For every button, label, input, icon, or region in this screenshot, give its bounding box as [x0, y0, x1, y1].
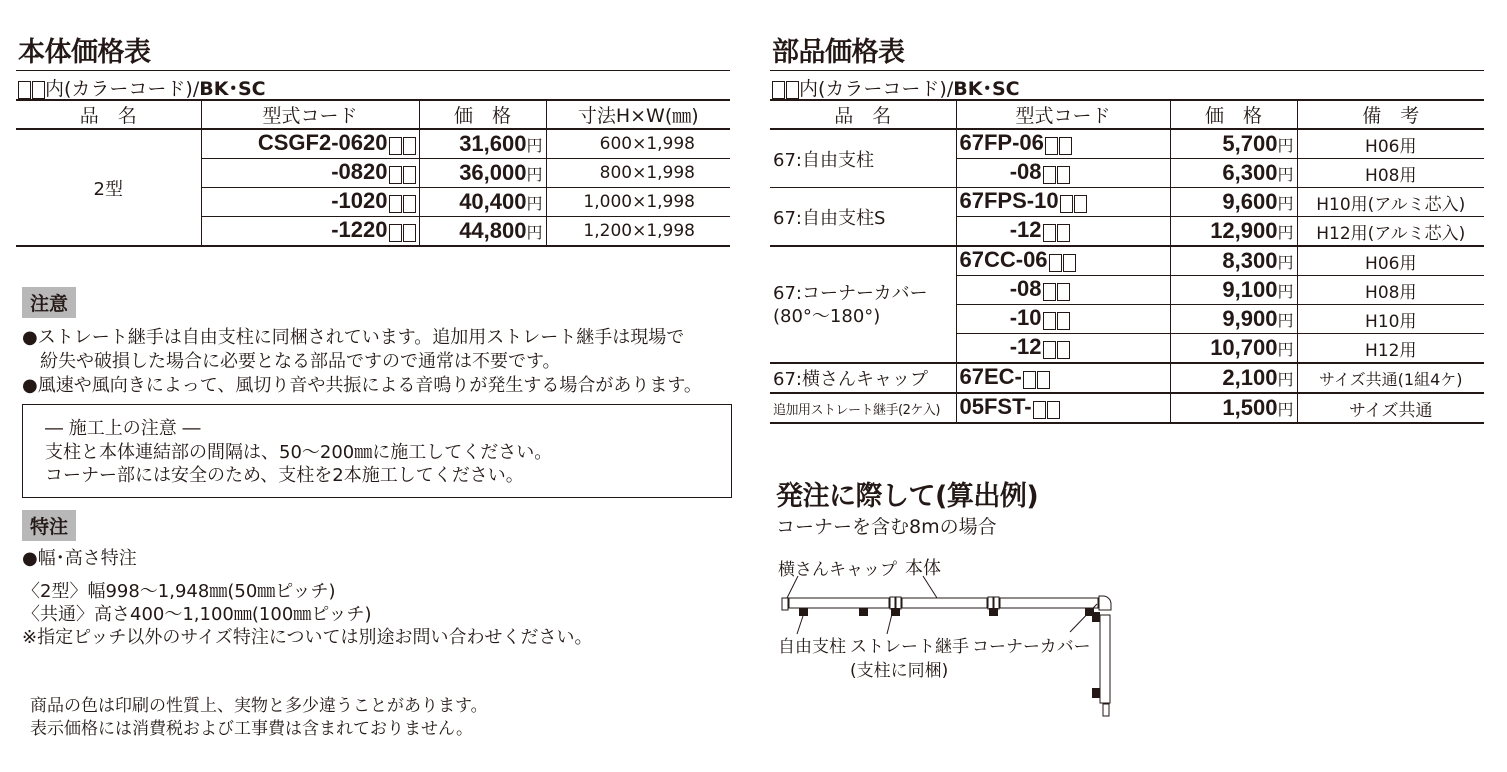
model-code: 67FPS-10: [959, 188, 1059, 214]
main-price-table-title: 本体価格表: [18, 37, 151, 68]
price-cell: [1170, 129, 1297, 159]
divider: [770, 70, 1484, 71]
price-unit: 円: [1277, 402, 1294, 419]
end-cap-shape: [782, 598, 788, 610]
parts-price-table-title: 部品価格表: [772, 37, 905, 68]
model-code: -08: [1009, 159, 1042, 185]
table-row: [770, 393, 1484, 423]
part-name-cell: 67:横さんキャップ: [773, 369, 928, 390]
price-value: 9,600: [1222, 189, 1278, 214]
price-cell: [419, 188, 546, 217]
part-name-cell: 追加用ストレート継手(2ケ入): [773, 402, 940, 418]
free-post-shape: [989, 608, 998, 616]
table-row: [770, 246, 1484, 276]
parts-price-table: [770, 99, 1484, 424]
main-price-table: [16, 99, 730, 247]
price-value: 5,700: [1222, 131, 1278, 156]
price-value: 40,400: [459, 189, 527, 214]
model-code: -12: [1009, 217, 1042, 243]
label-fence-body: 本体: [905, 558, 941, 579]
label-straight-joint: ストレート継手: [850, 637, 969, 657]
model-code: -12: [1009, 334, 1042, 360]
color-code-prefix: 内(カラーコード)/: [45, 78, 200, 100]
divider: [16, 70, 730, 71]
price-value: 31,600: [459, 131, 527, 156]
price-value: 1,500: [1222, 395, 1278, 420]
caution-label: 注意: [22, 287, 76, 318]
model-code-cell: [201, 188, 419, 217]
free-post-shape: [1092, 688, 1100, 698]
model-code-cell: [201, 217, 419, 247]
header-product-name: 品 名: [79, 105, 137, 127]
note-cell: H08用: [1297, 159, 1484, 188]
special-line-4: ※指定ピッチ以外のサイズ特注については別途お問い合わせください。: [22, 627, 593, 648]
color-code-boxes: [1042, 219, 1070, 245]
model-code: 67FP-06: [959, 130, 1044, 156]
price-value: 44,800: [459, 218, 527, 243]
note-cell: H10用: [1297, 305, 1484, 334]
price-cell: [1170, 334, 1297, 364]
color-codes: BK･SC: [953, 78, 1020, 100]
free-post-shape: [859, 608, 868, 616]
header-product-name: 品 名: [834, 105, 892, 127]
product-name-cell: 2型: [16, 129, 201, 246]
fence-layout-diagram: [775, 570, 1125, 725]
size-cell: 600×1,998: [546, 129, 730, 159]
color-code-boxes: [388, 190, 416, 216]
construction-note-box: [22, 404, 732, 498]
color-code-boxes: [1032, 396, 1060, 422]
color-code-boxes: [1048, 249, 1076, 275]
special-order-label: 特注: [22, 510, 76, 541]
free-post-shape: [799, 608, 808, 616]
table-row: [770, 188, 1484, 217]
header-model-code: 型式コード: [956, 100, 1170, 129]
label-corner-cover: コーナーカバー: [972, 637, 1091, 657]
price-unit: 円: [1277, 342, 1294, 359]
price-unit: 円: [526, 196, 543, 213]
caution-line-3: ●風速や風向きによって、風切り音や共振による音鳴りが発生する場合があります。: [22, 375, 702, 396]
color-code-boxes: [1022, 366, 1050, 392]
model-code: 67EC-: [959, 364, 1022, 390]
size-cell: 800×1,998: [546, 159, 730, 188]
header-notes: 備 考: [1297, 100, 1484, 129]
model-code: CSGF2-0620: [257, 130, 388, 156]
construction-heading: ― 施工上の注意 ―: [45, 418, 201, 439]
note-cell: サイズ共通(1組4ケ): [1297, 363, 1484, 393]
table-row: [770, 363, 1484, 393]
price-cell: [1170, 363, 1297, 393]
caution-line-1: ●ストレート継手は自由支柱に同梱されています。追加用ストレート継手は現場で: [22, 327, 685, 348]
price-unit: 円: [526, 225, 543, 242]
part-name-cell: 67:自由支柱S: [770, 188, 956, 247]
part-name-angle: (80°～180°): [773, 305, 881, 327]
price-value: 8,300: [1222, 248, 1278, 273]
table-row: [16, 129, 730, 159]
color-code-line: [771, 74, 1020, 101]
note-cell: サイズ共通: [1297, 393, 1484, 423]
model-code-cell: [956, 393, 1170, 423]
color-code-boxes: [1059, 190, 1087, 216]
model-code: 05FST-: [959, 394, 1032, 420]
end-cap-shape: [1103, 704, 1109, 716]
price-unit: 円: [1277, 255, 1294, 272]
order-example-title: 発注に際して(算出例): [776, 481, 1039, 512]
part-name-cell: [770, 246, 956, 363]
color-code-boxes: [388, 219, 416, 245]
price-cell: [419, 217, 546, 247]
size-cell: 1,000×1,998: [546, 188, 730, 217]
color-code-line: [17, 74, 266, 101]
price-cell: [419, 159, 546, 188]
free-post-shape: [1092, 612, 1100, 622]
model-code: -1020: [331, 188, 388, 214]
price-cell: [1170, 217, 1297, 247]
special-line-1: ●幅･高さ特注: [22, 548, 137, 569]
model-code-cell: [201, 129, 419, 159]
model-code-cell: [956, 217, 1170, 247]
price-unit: 円: [1277, 196, 1294, 213]
model-code-cell: [956, 129, 1170, 159]
price-cell: [1170, 276, 1297, 305]
model-code-cell: [956, 188, 1170, 217]
color-code-boxes: [1042, 278, 1070, 304]
order-example-subtitle: コーナーを含む8mの場合: [776, 516, 997, 538]
price-value: 6,300: [1222, 160, 1278, 185]
color-code-boxes: [1042, 307, 1070, 333]
price-value: 12,900: [1210, 218, 1278, 243]
footer-line-1: 商品の色は印刷の性質上、実物と多少違うことがあります。: [30, 696, 488, 716]
special-line-2: 〈2型〉幅998～1,948㎜(50㎜ピッチ): [22, 581, 336, 602]
model-code-cell: [956, 363, 1170, 393]
color-code-boxes: [771, 79, 799, 101]
price-cell: [1170, 393, 1297, 423]
price-value: 36,000: [459, 160, 527, 185]
price-value: 10,700: [1210, 335, 1278, 360]
color-code-boxes: [17, 79, 45, 101]
price-value: 9,100: [1222, 277, 1278, 302]
part-name: 67:コーナーカバー: [773, 282, 928, 304]
color-code-boxes: [388, 132, 416, 158]
color-code-boxes: [1042, 161, 1070, 187]
caution-line-2: 紛失や破損した場合に必要となる部品ですので通常は不要です。: [40, 351, 561, 372]
model-code-cell: [201, 159, 419, 188]
price-cell: [1170, 159, 1297, 188]
price-value: 2,100: [1222, 365, 1278, 390]
note-cell: H12用(アルミ芯入): [1297, 217, 1484, 247]
model-code: -08: [1009, 276, 1042, 302]
note-cell: H06用: [1297, 129, 1484, 159]
construction-line-2: コーナー部には安全のため、支柱を2本施工してください。: [45, 465, 524, 486]
note-cell: H08用: [1297, 276, 1484, 305]
price-unit: 円: [1277, 167, 1294, 184]
size-cell: 1,200×1,998: [546, 217, 730, 247]
model-code-cell: [956, 246, 1170, 276]
color-code-prefix: 内(カラーコード)/: [799, 78, 954, 100]
special-line-3: 〈共通〉高さ400～1,100㎜(100㎜ピッチ): [22, 604, 372, 625]
note-cell: H10用(アルミ芯入): [1297, 188, 1484, 217]
note-cell: H12用: [1297, 334, 1484, 364]
color-code-boxes: [1042, 336, 1070, 362]
part-name-cell: 67:自由支柱: [770, 129, 956, 188]
model-code: -1220: [331, 217, 388, 243]
price-unit: 円: [1277, 372, 1294, 389]
price-unit: 円: [1277, 225, 1294, 242]
table-row: [770, 129, 1484, 159]
construction-line-1: 支柱と本体連結部の間隔は、50～200㎜に施工してください。: [45, 442, 553, 463]
color-codes: BK･SC: [199, 78, 266, 100]
label-free-post: 自由支柱: [778, 637, 846, 657]
model-code-cell: [956, 276, 1170, 305]
price-value: 9,900: [1222, 306, 1278, 331]
label-end-cap: 横さんキャップ: [778, 560, 897, 580]
header-size: 寸法H×W(㎜): [546, 100, 730, 129]
price-cell: [1170, 188, 1297, 217]
model-code-cell: [956, 159, 1170, 188]
model-code: 67CC-06: [959, 247, 1048, 273]
price-unit: 円: [526, 138, 543, 155]
label-joint-note: (支柱に同梱): [850, 661, 949, 681]
header-price: 価 格: [419, 100, 546, 129]
price-cell: [1170, 246, 1297, 276]
model-code-cell: [956, 334, 1170, 364]
color-code-boxes: [1044, 132, 1072, 158]
price-unit: 円: [1277, 138, 1294, 155]
footer-line-2: 表示価格には消費税および工事費は含まれておりません。: [30, 719, 474, 739]
header-model-code: 型式コード: [201, 100, 419, 129]
model-code: -10: [1009, 305, 1042, 331]
price-cell: [419, 129, 546, 159]
note-cell: H06用: [1297, 246, 1484, 276]
price-unit: 円: [1277, 313, 1294, 330]
model-code: -0820: [331, 159, 388, 185]
header-price: 価 格: [1170, 100, 1297, 129]
price-unit: 円: [1277, 284, 1294, 301]
color-code-boxes: [388, 161, 416, 187]
price-unit: 円: [526, 167, 543, 184]
price-cell: [1170, 305, 1297, 334]
model-code-cell: [956, 305, 1170, 334]
